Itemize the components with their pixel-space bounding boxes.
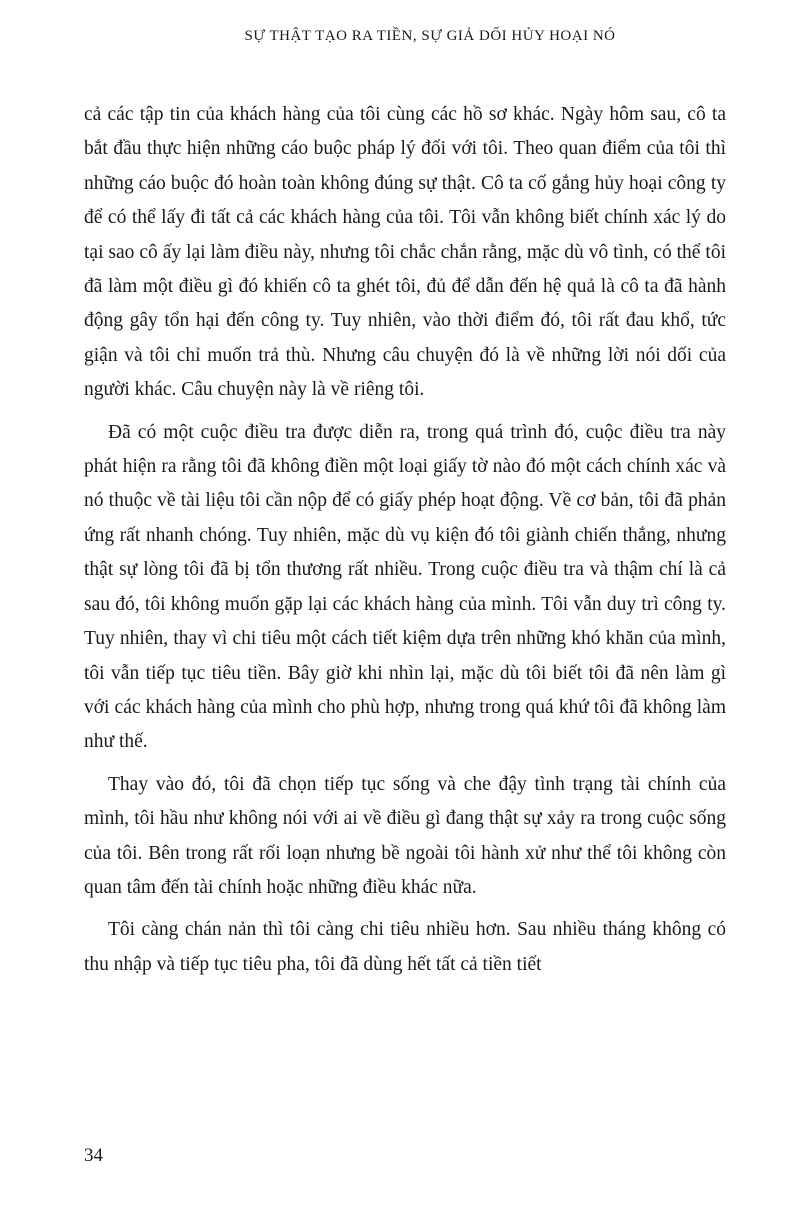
running-header: SỰ THẬT TẠO RA TIỀN, SỰ GIẢ DỐI HỦY HOẠI NÓ — [244, 28, 616, 44]
paragraph-1: cả các tập tin của khách hàng của tôi cùng các hồ sơ khác. Ngày hôm sau, cô ta bắt đầu thực hiện những cáo buộc pháp lý đối với tôi. Theo quan điểm của tôi thì những cáo buộc đó hoàn toàn không đúng sự thật. Cô ta cố gắng hủy hoại công ty để có thể lấy đi tất cả các khách hàng của tôi. Tôi vẫn không biết chính xác lý do tại sao cô ấy lại làm điều này, nhưng tôi chắc chắn rằng, mặc dù vô tình, có thể tôi đã làm một điều gì đó khiến cô ta ghét tôi, đủ để dẫn đến hệ quả là cô ta đã hành động gây tổn hại đến công ty. Tuy nhiên, vào thời điểm đó, tôi rất đau khổ, tức giận và tôi chỉ muốn trả thù. Nhưng câu chuyện đó là về những lời nói dối của người khác. Câu chuyện này là về riêng tôi. — [84, 104, 726, 401]
paragraph-4: Tôi càng chán nản thì tôi càng chi tiêu nhiều hơn. Sau nhiều tháng không có thu nhập và tiếp tục tiêu pha, tôi đã dùng hết tất cả tiền tiết — [84, 919, 726, 975]
page-number: 34 — [84, 1145, 103, 1166]
paragraph-3: Thay vào đó, tôi đã chọn tiếp tục sống và che đậy tình trạng tài chính của mình, tôi hầu như không nói với ai về điều gì đang thật sự xảy ra trong cuộc sống của tôi. Bên trong rất rối loạn nhưng bề ngoài tôi hành xử như thể tôi không còn quan tâm đến tài chính hoặc những điều khác nữa. — [84, 773, 726, 898]
body-text — [84, 98, 726, 982]
paragraph-2: Đã có một cuộc điều tra được diễn ra, trong quá trình đó, cuộc điều tra này phát hiện ra rằng tôi đã không điền một loại giấy tờ nào đó một cách chính xác và nó thuộc về tài liệu tôi cần nộp để có giấy phép hoạt động. Về cơ bản, tôi đã phản ứng rất nhanh chóng. Tuy nhiên, mặc dù vụ kiện đó tôi giành chiến thắng, nhưng thật sự lòng tôi đã bị tổn thương rất nhiều. Trong cuộc điều tra và thậm chí là cả sau đó, tôi không muốn gặp lại các khách hàng của mình. Tôi vẫn duy trì công ty. Tuy nhiên, thay vì chi tiêu một cách tiết kiệm dựa trên những khó khăn của mình, tôi vẫn tiếp tục tiêu tiền. Bây giờ khi nhìn lại, mặc dù tôi biết tôi đã nên làm gì với các khách hàng của mình cho phù hợp, nhưng trong quá khứ tôi đã không làm như thế. — [84, 421, 726, 753]
